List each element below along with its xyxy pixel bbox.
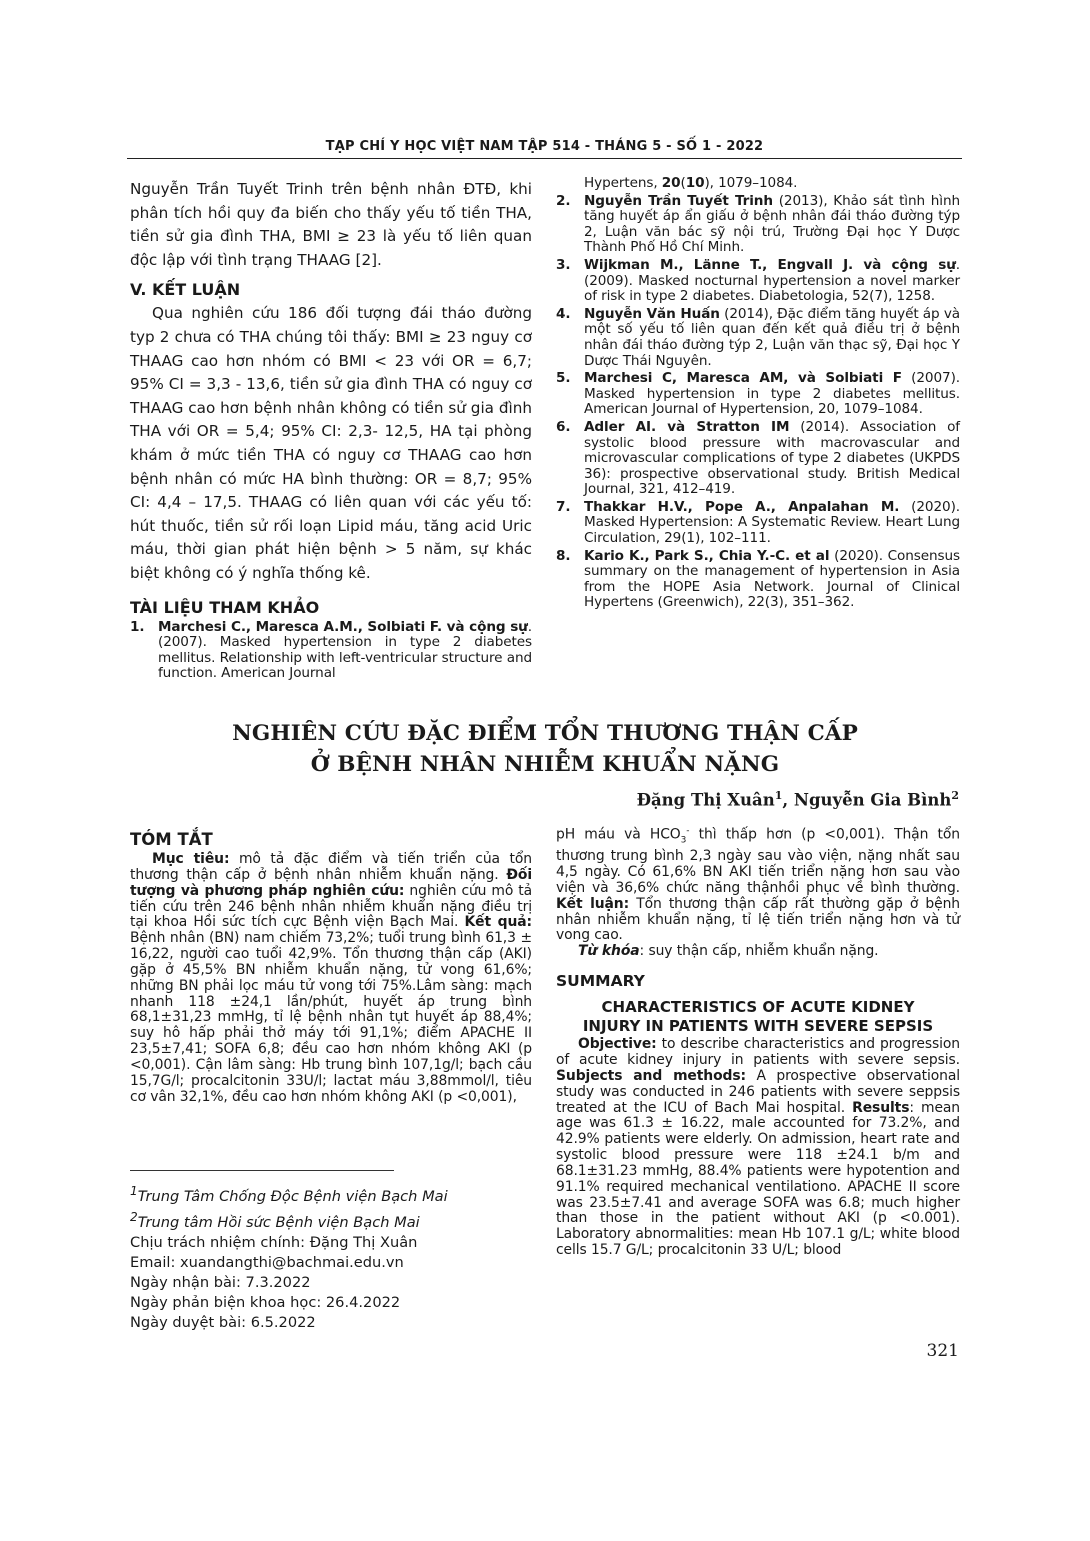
reference-number: 2. [556, 192, 571, 209]
reference-text: (2007). Masked hypertension in type 2 diabetes mellitus. American Journal of Hypertension, 20, 1079–1084. [584, 370, 960, 418]
reference-authors: Marchesi C, Maresca AM, và Solbiati F [584, 370, 902, 387]
abstract-paragraph [130, 852, 532, 1106]
conclusion-paragraph [130, 302, 532, 585]
conclusion-text: Qua nghiên cứu 186 đối tượng đái tháo đường typ 2 chưa có THA chúng tôi thấy: BMI ≥ 23 nguy cơ THAAG cao hơn nhóm có BMI < 23 với OR = 6,7; 95% CI = 3,3 - 13,6, tiền sử gia đình THA có nguy cơ THAAG cao hơn bệnh nhân không có tiền sử gia đình THA với OR = 5,4; 95% CI: 2,3- 12,5, HA tại phòng khám ở mức tiền THA có nguy cơ THAAG cao hơn bệnh nhân có mức HA bình thường: OR = 8,7; 95% CI: 4,4 – 17,5. THAAG có liên quan với các yếu tố: hút thuốc, tiền sử rối loạn Lipid máu, tăng acid Uric máu, thời gian phát hiện bệnh > 5 năm, sự khác biệt không có ý nghĩa thống kê. [130, 304, 532, 582]
article-title-line-2: Ở BỆNH NHÂN NHIỄM KHUẨN NẶNG [310, 752, 780, 777]
en-objective-label: Objective: [578, 1036, 657, 1053]
abstract-conclusion-text: Tổn thương thận cấp rất thường gặp ở bệnh nhân nhiễm khuẩn nặng, tỉ lệ tiến triển nặng hơn và tử vong cao. [556, 895, 960, 944]
author-2: Nguyễn Gia Bình [793, 790, 952, 810]
reference-item-7 [556, 500, 960, 547]
reference-list-right [556, 194, 960, 611]
reference-number: 3. [556, 256, 571, 273]
footnote-rule [130, 1170, 394, 1171]
en-results-text: : mean age was 61.3 ± 16.22, male accounted for 73.2%, and 42.9% patients were elderly. On admission, heart rate and systolic blood pressure were 118 ±24.1 b/m and 68.1±31.23 mmHg, 88.4% patients were hypotention and 91.1% required mechanical ventilationo. APACHE II score was 23.5±7.41 and average SOFA was 6.8; much higher than those in the patient without AKI (p <0.001). Laboratory abnormalities: mean Hb 107.1 g/L; white blood cells 15.7 G/L; procalcitonin 33 U/L; blood [556, 1099, 961, 1259]
reference-item-1 [130, 620, 532, 682]
prev-article-left-column [130, 178, 532, 684]
reference-authors: Adler AI. và Stratton IM [584, 418, 790, 435]
subscript: 3 [680, 835, 687, 846]
reference-authors: Kario K., Park S., Chia Y.-C. et al [584, 547, 830, 564]
affiliation-2: $^2$Trung tâm Hồi sức Bệnh viện Bạch Mai [130, 1209, 420, 1231]
methods-label: Đối tượng và phương pháp nghiên cứu: [130, 866, 532, 899]
en-results-label: Results [852, 1099, 910, 1116]
reference-paren: ( [680, 175, 686, 191]
prev-article-right-column [556, 176, 960, 613]
keywords-label: Từ khóa [578, 943, 640, 960]
reference-authors: Nguyễn Văn Huấn [584, 305, 720, 322]
results-label: Kết quả: [464, 914, 532, 931]
reference-number: 4. [556, 305, 571, 322]
footnotes [130, 1181, 530, 1333]
article-title [150, 718, 940, 780]
en-methods-label: Subjects and methods: [556, 1067, 746, 1084]
reference-text: (2020). Consensus summary on the management of hypertension in Asia from the HOPE Asia Network. Journal of Clinical Hypertens (Greenwich), 22(3), 351–362. [584, 547, 960, 611]
results-cont-text: pH máu và HCO [556, 826, 681, 843]
reference-list-left [130, 620, 532, 682]
corresponding-author: Chịu trách nhiệm chính: Đặng Thị Xuân [130, 1233, 418, 1251]
reference-text: (2014), Đặc điểm tăng huyết áp và một số yếu tố liên quan đến kết quả điều trị ở bệnh nhân đái tháo đường týp 2, Luận văn thạc sỹ, Đại học Y Dược Thái Nguyên. [584, 305, 960, 369]
email: Email: xuandangthi@bachmai.edu.vn [130, 1254, 404, 1271]
methods-text: nghiên cứu mô tả tiến cứu trên 246 bệnh nhân nhiễm khuẩn nặng điều trị tại khoa Hồi sức tích cực Bệnh viện Bạch Mai. [130, 882, 532, 931]
conclusion-heading: V. KẾT LUẬN [130, 280, 241, 300]
abstract-conclusion-label: Kết luận: [556, 895, 630, 912]
reference-text: . (2009). Masked nocturnal hypertension a novel marker of risk in type 2 diabetes. Diabetologia, 52(7), 1258. [584, 256, 960, 305]
summary-heading: SUMMARY [556, 972, 645, 991]
reference-authors: Thakkar H.V., Pope A., Anpalahan M. [584, 498, 900, 515]
english-title [556, 997, 960, 1037]
author-1: Đặng Thị Xuân [636, 790, 775, 810]
en-objective-text: to describe characteristics and progression of acute kidney injury in patients with severe sepsis. [556, 1036, 960, 1068]
reference-number: 6. [556, 418, 571, 435]
reference-item-6 [556, 420, 960, 498]
intro-paragraph: Nguyễn Trần Tuyết Trinh trên bệnh nhân ĐTĐ, khi phân tích hồi quy đa biến cho thấy yếu tố tiền THA, tiền sử gia đình THA, BMI ≥ 23 là yếu tố liên quan độc lập với tình trạng THAAG [2]. [130, 180, 532, 269]
en-methods-text: A prospective observational study was conducted in 246 patients with severe seppsis treated at the ICU of Bach Mai hospital. [556, 1067, 960, 1116]
author-1-affiliation: 1 [774, 789, 783, 802]
abstract-right-column [556, 824, 960, 1259]
date-reviewed: Ngày phản biện khoa học: 26.4.2022 [130, 1294, 401, 1312]
reference-authors: Nguyễn Trần Tuyết Trinh [584, 192, 773, 209]
reference-text: (2014). Association of systolic blood pressure with macrovascular and microvascular complications of type 2 diabetes (UKPDS 36): prospective observational study. British Medical Journal, 321, 412–419. [584, 418, 960, 498]
reference-cont-text: Hypertens, [584, 175, 662, 191]
reference-text: (2013), Khảo sát tình hình tăng huyết áp ẩn giấu ở bệnh nhân đái tháo đường týp 2, Luận văn bác sỹ nội trú, Trường Đại học Y Dược Thành Phố Hồ Chí Minh. [584, 192, 960, 256]
reference-item-2 [556, 194, 960, 256]
article-title-line-1: NGHIÊN CỨU ĐẶC ĐIỂM TỔN THƯƠNG THẬN CẤP [232, 721, 858, 746]
abstract-left-column [130, 828, 532, 1106]
reference-authors: Marchesi C., Maresca A.M., Solbiati F. và cộng sự [158, 618, 528, 635]
reference-volume: 20 [661, 175, 681, 191]
reference-pages: ), 1079–1084. [704, 175, 798, 191]
author-2-affiliation: 2 [951, 789, 959, 802]
keywords-text: : suy thận cấp, nhiễm khuẩn nặng. [639, 943, 879, 960]
english-title-line-2: INJURY IN PATIENTS WITH SEVERE SEPSIS [582, 1017, 934, 1036]
references-heading: TÀI LIỆU THAM KHẢO [130, 597, 320, 617]
reference-item-5 [556, 371, 960, 418]
reference-issue: 10 [685, 175, 705, 191]
objective-text: mô tả đặc điểm và tiến triển của tổn thương thận cấp ở bệnh nhân nhiễm khuẩn nặng. [130, 851, 532, 883]
reference-item-1-continued [556, 176, 960, 192]
reference-text: . (2007). Masked hypertension in type 2 diabetes mellitus. Relationship with left-ventricular structure and function. American Journal [158, 618, 532, 682]
author-separator: , [782, 790, 794, 810]
reference-number: 5. [556, 370, 571, 387]
reference-number: 7. [556, 498, 571, 515]
date-received: Ngày nhận bài: 7.3.2022 [130, 1274, 311, 1292]
abstract-heading: TÓM TẮT [130, 830, 213, 849]
affiliation-1: $^1$Trung Tâm Chống Độc Bệnh viện Bạch Mai [130, 1184, 448, 1205]
reference-item-3 [556, 258, 960, 305]
results-cont-text-2: thì thấp hơn (p <0,001). Thận tổn thương trung bình 2,3 ngày sau vào viện, nặng nhất sau 4,5 ngày. Có 61,6% BN AKI tiến triển nặng hơn sau vào viện và 36,6% chức năng thậnhồi phục về bình thường. [556, 826, 960, 896]
reference-number: 1. [130, 618, 145, 635]
keywords [556, 944, 960, 960]
date-accepted: Ngày duyệt bài: 6.5.2022 [130, 1314, 316, 1332]
page-number: 321 [926, 1341, 959, 1361]
article-authors [637, 789, 959, 810]
reference-text: (2020). Masked Hypertension: A Systematic Review. Heart Lung Circulation, 29(1), 102–111. [584, 498, 960, 547]
english-title-line-1: CHARACTERISTICS OF ACUTE KIDNEY [601, 998, 915, 1017]
reference-item-4 [556, 307, 960, 369]
running-header: TẠP CHÍ Y HỌC VIỆT NAM TẬP 514 - THÁNG 5 - SỐ 1 - 2022 [325, 139, 764, 154]
reference-authors: Wijkman M., Länne T., Engvall J. và cộng sự [584, 256, 956, 273]
english-abstract [556, 1037, 960, 1259]
reference-item-8 [556, 549, 960, 611]
objective-label: Mục tiêu: [152, 851, 230, 867]
results-text: Bệnh nhân (BN) nam chiếm 73,2%; tuổi trung bình 61,3 ± 16,22, người cao tuổi 42,9%. Tổn thương thận cấp (AKI) gặp ở 45,5% BN nhiễm khuẩn nặng, tử vong 61,6%; những BN phải lọc máu tử vong tới 75%.Lâm sàng: mạch nhanh 118 ±24,1 lần/phút, huyết áp trung bình 68,1±31,23 mmHg, tỉ lệ bệnh nhân tụt huyết áp 88,4%; suy hô hấp phải thở máy tới 91,1%; điểm APACHE II 23,5±7,41; SOFA 6,8; đều cao hơn nhóm không AKI (p <0,001). Cận lâm sàng: Hb trung bình 107,1g/l; bạch cầu 15,7G/l; procalcitonin 33U/l; lactat máu 3,88mmol/l, tiêu cơ vân 32,1%, đều cao hơn nhóm không AKI (p <0,001), [130, 930, 532, 1105]
header-rule [127, 158, 962, 159]
superscript: - [686, 826, 690, 836]
abstract-continued [556, 824, 960, 944]
reference-number: 8. [556, 547, 571, 564]
